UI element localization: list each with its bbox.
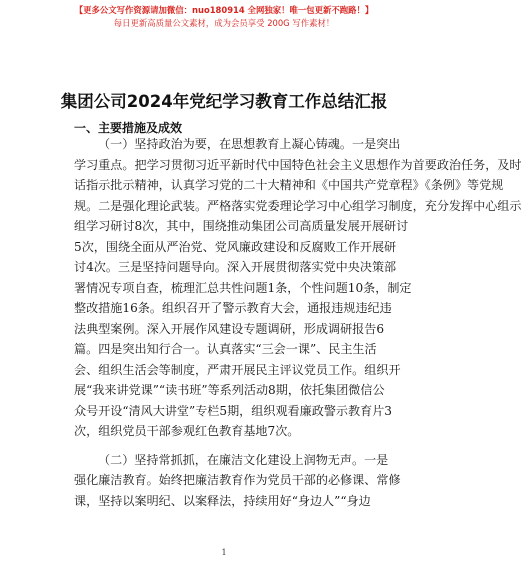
promo-banner-line1: 【更多公文写作资源请加微信：nuo180914 全网独家！唯一包更新不跑路！】 [74, 5, 374, 15]
paragraph-line: （二）坚持常抓抓，在廉洁文化建设上润物无声。一是 [98, 452, 389, 467]
paragraph-line: 5次，围绕全面从严治党、党风廉政建设和反腐败工作开展研 [74, 239, 397, 254]
paragraph-line: 次，组织党员干部参观红色教育基地7次。 [74, 424, 300, 438]
document-title: 集团公司2024年党纪学习教育工作总结汇报 [60, 92, 388, 111]
paragraph-line: 强化廉洁教育。始终把廉洁教育作为党员干部的必修课、常修 [74, 473, 401, 487]
document-body [74, 134, 521, 511]
paragraph-line: 课，坚持以案明纪、以案释法，持续用好“身边人”“身边 [74, 493, 371, 508]
paragraph-line: 法典型案例。深入开展作风建设专题调研，形成调研报告6 [74, 321, 385, 336]
promo-banner-line2: 每日更新高质量公文素材，成为会员享受 200G 写作素材！ [113, 18, 335, 28]
paragraph-line: 规。二是强化理论武装。严格落实党委理论学习中心组学习制度，充分发挥中心组示 [74, 198, 521, 213]
promo-banner [0, 4, 448, 30]
paragraph-line: 展“我来讲党课”“读书班”等系列活动8期，依托集团微信公 [74, 383, 385, 397]
paragraph-line: 会、组织生活会等制度，严肃开展民主评议党员工作。组织开 [74, 362, 401, 377]
paragraph-line: 学习重点。把学习贯彻习近平新时代中国特色社会主义思想作为首要政治任务，及时 [74, 157, 521, 172]
paragraph-line: 讨4次。三是坚持问题导向。深入开展贯彻落实党中央决策部 [74, 260, 397, 274]
paragraph-line: 整改措施16条。组织召开了警示教育大会，通报违规违纪违 [74, 301, 392, 315]
paragraph-line: 篇。四是突出知行合一。认真落实“三会一课”、民主生活 [74, 342, 377, 356]
paragraph-line: 话指示批示精神，认真学习党的二十大精神和《中国共产党章程》《条例》等党规 [74, 178, 504, 192]
paragraph-line: （一）坚持政治为要，在思想教育上凝心铸魂。一是突出 [98, 137, 401, 151]
paragraph-line: 组学习研讨8次，其中，围绕推动集团公司高质量发展开展研讨 [74, 219, 409, 233]
paragraph-line: 众号开设“清风大讲堂”专栏5期，组织观看廉政警示教育片3 [74, 403, 393, 418]
paragraph-line: 署情况专项自查，梳理汇总共性问题1条，个性问题10条，制定 [74, 280, 412, 295]
section-heading: 一、主要措施及成效 [74, 121, 183, 135]
page-number: 1 [221, 548, 227, 557]
